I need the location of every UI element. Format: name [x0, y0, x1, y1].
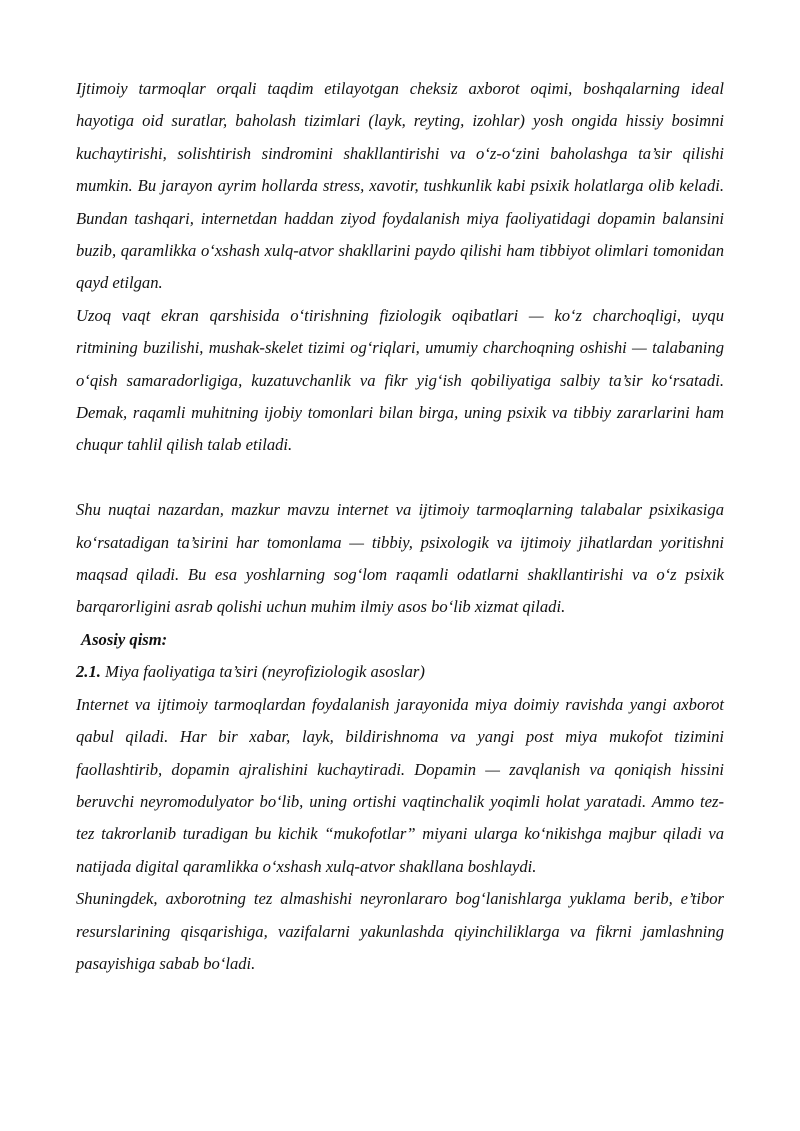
- document-page: [76, 73, 724, 980]
- subsection-heading: [76, 656, 724, 688]
- paragraph-topic-goal: Shu nuqtai nazardan, mazkur mavzu internet va ijtimoiy tarmoqlarning talabalar psixikasiga ko‘rsatadigan ta’sirini har tomonlama — tibbiy, psixologik va ijtimoiy jihatlardan yoritishni maqsad qiladi. Bu esa yoshlarning sog‘lom raqamli odatlarni shakllantirishi va o‘z psixik barqarorligini asrab qolishi uchun muhim ilmiy asos bo‘lib xizmat qiladi.: [76, 500, 724, 617]
- paragraph-dopamine: Internet va ijtimoiy tarmoqlardan foydalanish jarayonida miya doimiy ravishda yangi axborot qabul qiladi. Har bir xabar, layk, bildirishnoma va yangi post miya mukofot tizimini faollashtirib, dopamin ajralishini kuchaytiradi. Dopamin — zavqlanish va qoniqish hissini beruvchi neyromodulyator bo‘lib, uning ortishi vaqtinchalik yoqimli holat yaratadi. Ammo tez-tez takrorlanib turadigan bu kichik “mukofotlar” miyani ularga ko‘nikishga majbur qiladi va natijada digital qaramlikka o‘xshash xulq-atvor shakllana boshlaydi.: [76, 694, 724, 876]
- section-heading: Asosiy qism:: [81, 629, 168, 649]
- blank-line: [76, 462, 724, 494]
- subsection-title: Miya faoliyatiga ta’siri (neyrofiziologik asoslar): [100, 662, 425, 682]
- paragraph-attention: Shuningdek, axborotning tez almashishi neyronlararo bog‘lanishlarga yuklama berib, e’tibor resurslarining qisqarishiga, vazifalarni yakunlashda qiyinchiliklarga va fikrni jamlashning pasayishiga sabab bo‘ladi.: [76, 889, 724, 973]
- subsection-number: 2.1.: [76, 662, 101, 682]
- paragraph-social-media-pressure: Ijtimoiy tarmoqlar orqali taqdim etilayotgan cheksiz axborot oqimi, boshqalarning ideal hayotiga oid suratlar, baholash tizimlari (layk, reyting, izohlar) yosh ongida hissiy bosimni kuchaytirishi, solishtirish sindromini shakllantirishi va o‘z-o‘zini baholashga ta’sir qilishi mumkin. Bu jarayon ayrim hollarda stress, xavotir, tushkunlik kabi psixik holatlarga olib keladi. Bundan tashqari, internetdan haddan ziyod foydalanish miya faoliyatidagi dopamin balansini buzib, qaramlikka o‘xshash xulq-atvor shakllarini paydo qilishi ham tibbiyot olimlari tomonidan qayd etilgan.: [76, 79, 724, 293]
- paragraph-screen-time-effects: Uzoq vaqt ekran qarshisida o‘tirishning fiziologik oqibatlari — ko‘z charchoqligi, uyqu ritmining buzilishi, mushak-skelet tizimi og‘riqlari, umumiy charchoqning oshishi — talabaning o‘qish samaradorligiga, kuzatuvchanlik va fikr yig‘ish qobiliyatiga salbiy ta’sir ko‘rsatadi. Demak, raqamli muhitning ijobiy tomonlari bilan birga, uning psixik va tibbiy zararlarini ham chuqur tahlil qilish talab etiladi.: [76, 305, 724, 455]
